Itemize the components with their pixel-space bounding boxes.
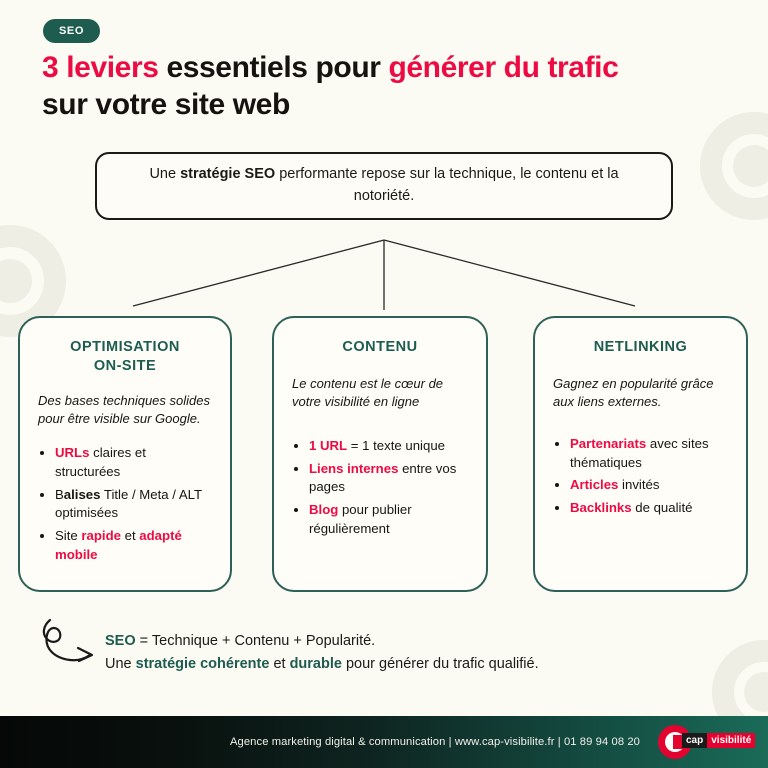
card-description: Le contenu est le cœur de votre visibilité en ligne: [292, 376, 444, 410]
bullet-rest: = 1 texte unique: [347, 438, 445, 453]
bullet-prefix: Site: [55, 528, 82, 544]
footer-text: Agence marketing digital & communication | www.cap-visibilite.fr | 01 89 94 08 20: [229, 736, 640, 748]
list-item: [55, 444, 212, 481]
title-part-2: essentiels pour: [158, 51, 389, 84]
bullet-rest: Title / Meta / ALT optimisées: [55, 486, 202, 521]
ring-inner: [733, 145, 768, 187]
conclusion-line2-a: Une: [105, 656, 136, 673]
bullet-bold: Liens internes: [309, 460, 399, 476]
title-part-4: sur votre site web: [42, 87, 290, 121]
intro-bold: stratégie SEO: [180, 166, 276, 183]
card-bullet-list: [553, 435, 728, 518]
list-item: [570, 435, 728, 472]
logo-word-visibilite: visibilité: [707, 733, 755, 748]
list-item: [309, 460, 468, 497]
conclusion-line1-rest: = Technique + Contenu + Popularité.: [135, 633, 376, 649]
bullet-bold: Backlinks: [570, 500, 632, 516]
conclusion-text: [105, 630, 705, 677]
card-contenu: [272, 316, 488, 592]
logo-word-cap: cap: [682, 733, 707, 748]
bullet-rest: de qualité: [631, 500, 693, 516]
card-bullet-list: [292, 437, 468, 539]
curly-arrow-icon: [34, 616, 104, 674]
conclusion-line2-c: pour générer du trafic qualifié.: [341, 656, 539, 673]
title-part-1: 3 leviers: [42, 51, 159, 84]
bullet-bold: alises: [63, 486, 101, 502]
card-netlinking: [533, 316, 748, 592]
list-item: [570, 499, 728, 518]
intro-box: [95, 152, 673, 220]
bullet-bold: Articles: [570, 477, 619, 493]
logo-wordmark: [682, 733, 755, 748]
bullet-bold: URLs: [55, 445, 90, 461]
card-title: NETLINKING: [593, 339, 688, 355]
bullet-bold: 1 URL: [309, 438, 348, 453]
footer-bar: [0, 716, 768, 768]
card-title-line2: ON-SITE: [93, 358, 157, 375]
bullet-rest: invités: [618, 477, 660, 493]
bullet-rest: pour publier régulièrement: [309, 502, 412, 536]
list-item: [309, 501, 468, 538]
card-optimisation-on-site: [18, 316, 232, 592]
connector-lines: [0, 226, 768, 318]
intro-after: performante repose sur la technique, le contenu et la notoriété.: [275, 166, 619, 204]
list-item: [309, 437, 468, 456]
bullet-bold: Partenariats: [570, 436, 647, 451]
bullet-bold: rapide: [81, 528, 121, 544]
bullet-prefix: B: [55, 486, 64, 502]
seo-badge: SEO: [43, 19, 100, 43]
page-title: [42, 50, 742, 123]
bullet-rest: claires et structurées: [55, 445, 146, 479]
bullet-mid: et: [120, 528, 140, 544]
list-item: [570, 476, 728, 495]
bullet-rest: entre vos pages: [309, 460, 457, 495]
list-item: [55, 527, 212, 564]
intro-text: [97, 164, 671, 208]
card-title: CONTENU: [342, 339, 418, 355]
card-title-line1: OPTIMISATION: [70, 339, 180, 355]
bullet-bold: Blog: [309, 502, 339, 518]
card-title: [38, 338, 212, 376]
bullet-rest: avec sites thématiques: [570, 436, 709, 470]
list-item: [55, 486, 212, 523]
conclusion-bold-seo: SEO: [105, 633, 136, 649]
intro-before: Une: [149, 166, 181, 183]
decorative-ring-right: [700, 112, 768, 220]
card-bullet-list: [38, 444, 212, 564]
conclusion-bold-1: stratégie cohérente: [135, 656, 270, 673]
card-description: Des bases techniques solides pour être visible sur Google.: [38, 393, 210, 427]
bullet-bold-2: adapté mobile: [55, 528, 182, 562]
cap-visibilite-logo[interactable]: [658, 722, 754, 762]
conclusion-bold-2: durable: [289, 656, 342, 673]
conclusion-line2-b: et: [269, 656, 290, 673]
card-description: Gagnez en popularité grâce aux liens externes.: [553, 376, 714, 410]
title-part-3: générer du trafic: [388, 51, 619, 84]
